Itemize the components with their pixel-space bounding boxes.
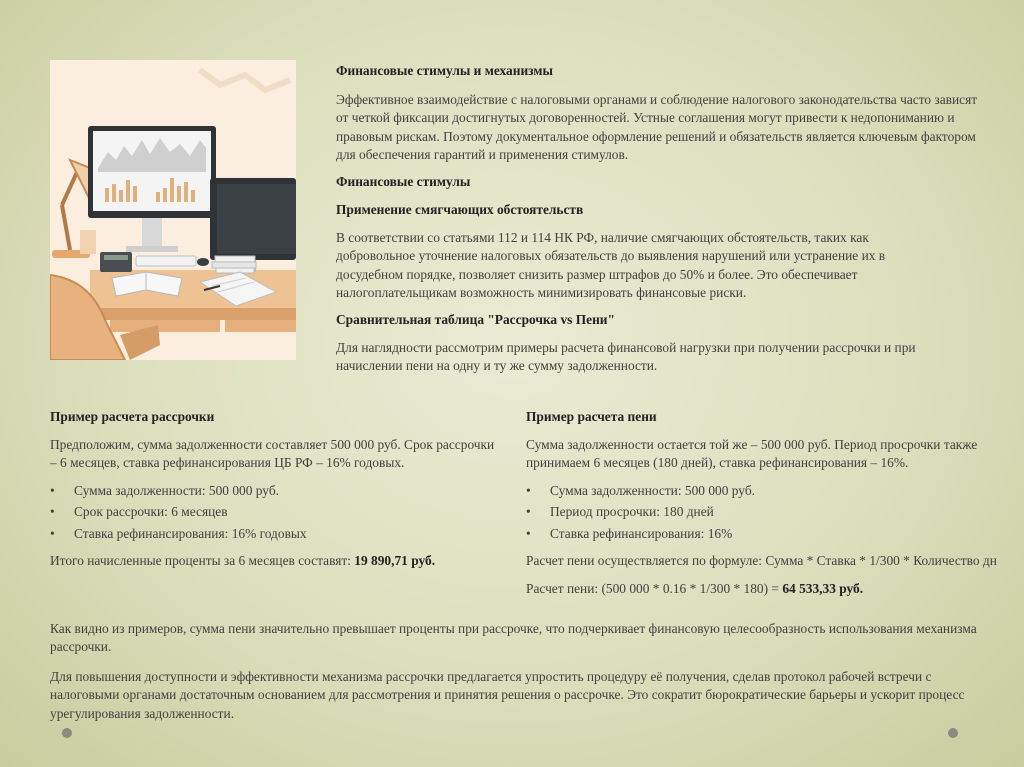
proposal-paragraph: Для повышения доступности и эффективности механизма рассрочки предлагается упростить процедуру её получения, сделав протокол рабочей встречи с налоговыми органами достаточным основанием для рассмотрения и принятия решения о рассрочке. Это сократит бюрократические барьеры и ускорит процесс урегулирования задолженности. [50,669,965,721]
penalty-paragraph: Сумма задолженности остается той же – 500 000 руб. Период просрочки также принимаем 6 месяцев (180 дней), ставка рефинансирования – 16%. [526,437,978,471]
bullet: • [526,526,531,541]
list-item-text: Сумма задолженности: 500 000 руб. [550,483,755,498]
list-item [526,525,733,543]
corner-dot-left [62,728,72,738]
list-item-text: Ставка рефинансирования: 16% [550,526,733,541]
list-item [50,503,228,521]
bullet: • [50,504,55,519]
intro-paragraph: Эффективное взаимодействие с налоговыми органами и соблюдение налогового законодательства часто зависят от четкой фиксации достигнутых договоренностей. Устные соглашения могут привести к недопониманию и правовым рискам. Поэтому документальное оформление решений и обязательств является ключевым фактором для обеспечения гарантий и применения стимулов. [336,92,978,162]
penalty-calculation-label: Расчет пени: (500 000 * 0.16 * 1/300 * 180) = [526,581,783,596]
penalty-heading: Пример расчета пени [526,409,657,424]
bullet: • [526,504,531,519]
installment-heading: Пример расчета рассрочки [50,409,215,424]
list-item-text: Срок рассрочки: 6 месяцев [74,504,228,519]
bullet: • [526,483,531,498]
installment-total-label: Итого начисленные проценты за 6 месяцев составят: [50,553,355,568]
main-title: Финансовые стимулы и механизмы [336,63,553,78]
installment-total-value: 19 890,71 руб. [354,553,436,568]
list-item-text: Ставка рефинансирования: 16% годовых [74,526,307,541]
conclusion-paragraph: Как видно из примеров, сумма пени значительно превышает проценты при рассрочке, что подчеркивает финансовую целесообразность использования механизма рассрочки. [50,621,977,655]
list-item-text: Сумма задолженности: 500 000 руб. [74,483,279,498]
list-item-text: Период просрочки: 180 дней [550,504,714,519]
list-item [526,503,714,521]
list-item [50,525,307,543]
bullet: • [50,526,55,541]
table-intro-paragraph: Для наглядности рассмотрим примеры расчета финансовой нагрузки при получении рассрочки и при начислении пени на одну и ту же сумму задолженности. [336,340,916,374]
list-item [50,482,279,500]
penalty-formula: Расчет пени осуществляется по формуле: Сумма * Ставка * 1/300 * Количество дн [526,553,997,568]
stimuli-heading: Финансовые стимулы [336,174,471,189]
mitigating-heading: Применение смягчающих обстоятельств [336,202,584,217]
installment-paragraph: Предположим, сумма задолженности составляет 500 000 руб. Срок рассрочки – 6 месяцев, ставка рефинансирования ЦБ РФ – 16% годовых. [50,437,495,471]
penalty-calculation-value: 64 533,33 руб. [782,581,864,596]
mitigating-paragraph: В соответствии со статьями 112 и 114 НК РФ, наличие смягчающих обстоятельств, таких как добровольное уточнение налоговых обязательств до выявления нарушений или устранение их в досудебном порядке, позволяет снизить размер штрафов до 50% и более. Это обеспечивает налогоплательщикам возможность минимизировать финансовые риски. [336,230,886,300]
penalty-calculation [526,580,863,598]
list-item [526,482,755,500]
corner-dot-right [948,728,958,738]
bullet: • [50,483,55,498]
table-heading: Сравнительная таблица "Рассрочка vs Пени" [336,312,615,327]
office-illustration [50,60,296,360]
installment-total [50,552,435,570]
